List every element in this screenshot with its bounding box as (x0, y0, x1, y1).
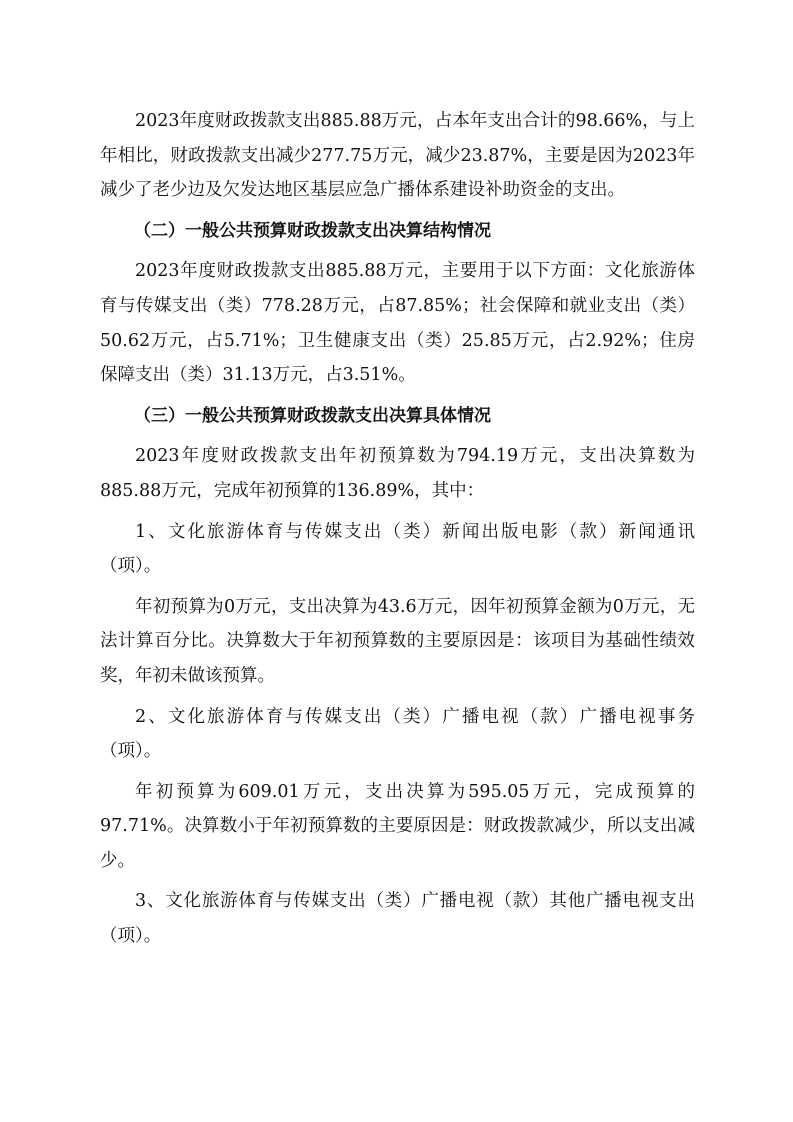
item-2-title: 2、文化旅游体育与传媒支出（类）广播电视（款）广播电视事务（项）。 (100, 706, 695, 762)
item-2-body: 年初预算为609.01万元，支出决算为595.05万元，完成预算的97.71%。决算数小于年初预算数的主要原因是：财政拨款减少，所以支出减少。 (100, 781, 695, 871)
item-1-title: 1、文化旅游体育与传媒支出（类）新闻出版电影（款）新闻通讯（项）。 (100, 521, 695, 577)
item-1-body: 年初预算为0万元，支出决算为43.6万元，因年初预算金额为0万元，无法计算百分比。决算数大于年初预算数的主要原因是：该项目为基础性绩效奖，年初未做该预算。 (100, 596, 695, 686)
paragraph-expenditure-structure: 2023年度财政拨款支出885.88万元，主要用于以下方面：文化旅游体育与传媒支出（类）778.28万元，占87.85%；社会保障和就业支出（类）50.62万元，占5.71%；卫生健康支出（类）25.85万元，占2.92%；住房保障支出（类）31.13万元，占3.51%。 (100, 261, 695, 386)
document-body (100, 104, 695, 954)
paragraph-expenditure-overview: 2023年度财政拨款支出885.88万元，占本年支出合计的98.66%，与上年相比，财政拨款支出减少277.75万元，减少23.87%，主要是因为2023年减少了老少边及欠发达地区基层应急广播体系建设补助资金的支出。 (100, 111, 695, 201)
section-heading-structure: （二）一般公共预算财政拨款支出决算结构情况 (134, 220, 491, 241)
section-heading-details: （三）一般公共预算财政拨款支出决算具体情况 (134, 405, 491, 426)
paragraph-budget-completion: 2023年度财政拨款支出年初预算数为794.19万元，支出决算数为885.88万元，完成年初预算的136.89%，其中： (100, 446, 695, 501)
item-3-title: 3、文化旅游体育与传媒支出（类）广播电视（款）其他广播电视支出（项）。 (100, 891, 695, 947)
